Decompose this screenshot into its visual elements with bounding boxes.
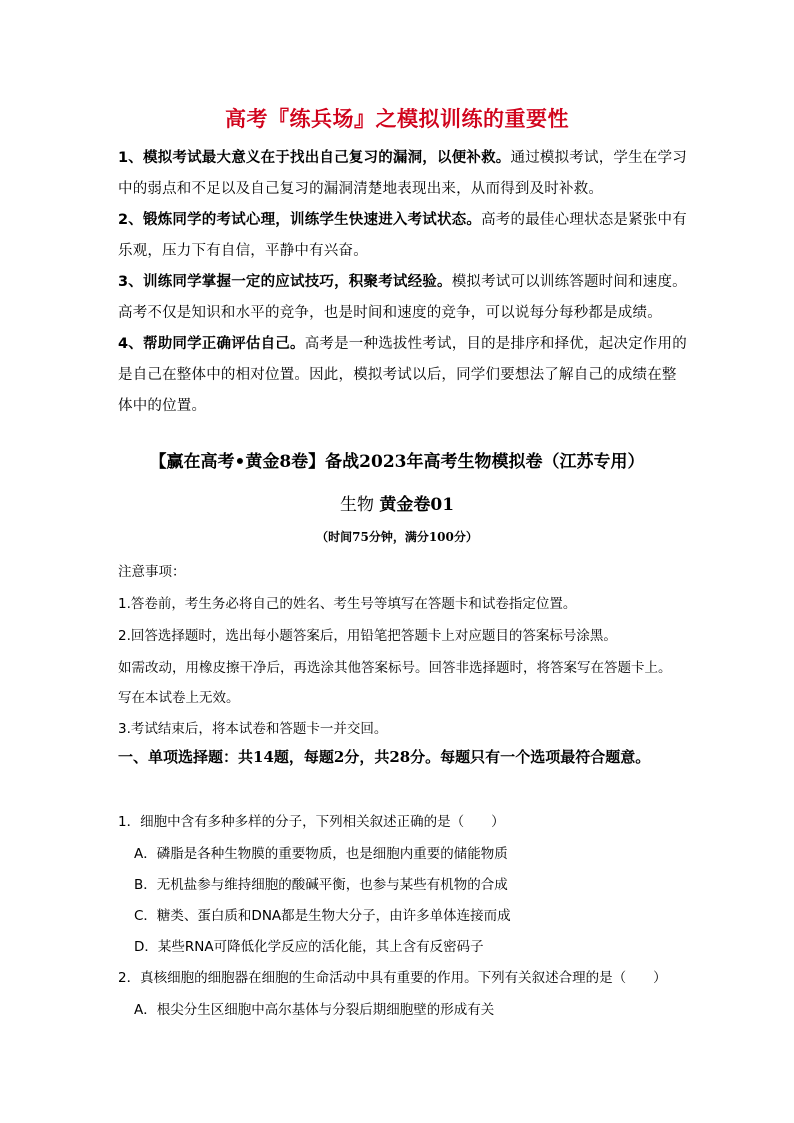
question-1-option-d: D．某些RNA可降低化学反应的活化能，其上含有反密码子 — [134, 939, 484, 955]
point-4 — [118, 329, 688, 422]
question-1-option-a: A．磷脂是各种生物膜的重要物质，也是细胞内重要的储能物质 — [134, 846, 508, 862]
question-1-option-c: C．糖类、蛋白质和DNA都是生物大分子，由许多单体连接而成 — [134, 908, 511, 924]
notice-line-4: 写在本试卷上无效。 — [118, 690, 240, 706]
point-1-text: 通过模拟考试，学生在学习中的弱点和不足以及自己复习的漏洞清楚地表现出来，从而得到及时补救。 — [118, 150, 687, 197]
exam-title: 【赢在高考•黄金8卷】备战2023年高考生物模拟卷（江苏专用） — [149, 452, 645, 472]
exam-subject-line — [0, 490, 794, 515]
point-1-bold: 1、模拟考试最大意义在于找出自己复习的漏洞，以便补救。 — [118, 150, 511, 166]
exam-time-note: （时间75分钟，满分100分） — [316, 530, 478, 544]
exam-subject: 生物 — [339, 495, 374, 515]
notice-line-2: 2.回答选择题时，选出每小题答案后，用铅笔把答题卡上对应题目的答案标号涂黑。 — [118, 628, 617, 644]
point-4-bold: 4、帮助同学正确评估自己。 — [118, 336, 305, 352]
question-2-option-a: A．根尖分生区细胞中高尔基体与分裂后期细胞壁的形成有关 — [134, 1002, 495, 1018]
notice-line-3: 如需改动，用橡皮擦干净后，再选涂其他答案标号。回答非选择题时，将答案写在答题卡上。 — [118, 660, 672, 676]
section-heading: 一、单项选择题：共14题，每题2分，共28分。每题只有一个选项最符合题意。 — [118, 748, 651, 766]
point-2-bold: 2、锻炼同学的考试心理，训练学生快速进入考试状态。 — [118, 212, 482, 228]
question-1-stem: 1．细胞中含有多种多样的分子，下列相关叙述正确的是（ ） — [118, 814, 505, 830]
page-title: 高考『练兵场』之模拟训练的重要性 — [225, 107, 569, 131]
point-4-text: 高考是一种选拔性考试，目的是排序和择优，起决定作用的是自己在整体中的相对位置。因此，模拟考试以后，同学们要想法了解自己的成绩在整体中的位置。 — [118, 336, 687, 414]
notice-heading: 注意事项： — [118, 564, 186, 580]
question-1-option-b: B．无机盐参与维持细胞的酸碱平衡，也参与某些有机物的合成 — [134, 877, 508, 893]
question-2-stem: 2．真核细胞的细胞器在细胞的生命活动中具有重要的作用。下列有关叙述合理的是（ ） — [118, 970, 667, 986]
point-2 — [118, 205, 688, 267]
point-3-text: 模拟考试可以训练答题时间和速度。高考不仅是知识和水平的竞争，也是时间和速度的竞争，可以说每分每秒都是成绩。 — [118, 274, 687, 321]
notice-line-5: 3.考试结束后，将本试卷和答题卡一并交回。 — [118, 721, 388, 737]
notice-line-1: 1.答卷前，考生务必将自己的姓名、考生号等填写在答题卡和试卷指定位置。 — [118, 596, 577, 612]
point-3 — [118, 267, 688, 329]
exam-paper: 黄金卷01 — [379, 495, 455, 515]
point-2-text: 高考的最佳心理状态是紧张中有乐观，压力下有自信，平静中有兴奋。 — [118, 212, 687, 259]
point-3-bold: 3、训练同学掌握一定的应试技巧，积聚考试经验。 — [118, 274, 452, 290]
point-1 — [118, 143, 688, 205]
